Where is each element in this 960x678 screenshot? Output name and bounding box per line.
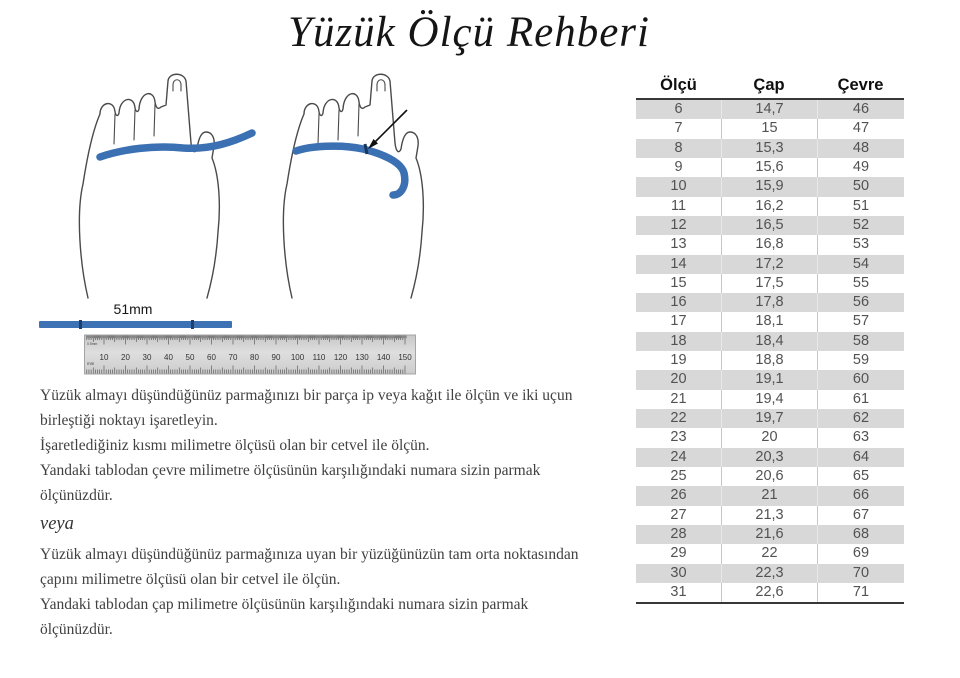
table-row [636,428,904,447]
table-cell: 7 [674,120,683,137]
table-cell: 21 [670,390,687,407]
ruler-number: 90 [271,353,281,362]
table-cell: 17 [670,313,687,330]
table-cell: 62 [817,409,904,428]
table-cell: 16,5 [721,216,817,235]
table-cell: 26 [670,487,687,504]
instruction-line: İşaretlediğiniz kısmı milimetre ölçüsü olan bir cetvel ile ölçün. [40,437,430,454]
table-row [636,119,904,138]
ruler-number: 30 [142,353,152,362]
table-cell: 20 [721,428,817,447]
table-cell: 30 [670,564,687,581]
table-cell: 68 [817,525,904,544]
table-cell: 51 [817,197,904,216]
table-cell: 28 [670,525,687,542]
ruler-number: 130 [355,353,369,362]
ruler-number: 140 [376,353,391,362]
table-cell: 63 [817,428,904,447]
ruler-number: 20 [121,353,130,362]
instruction-line: Yüzük almayı düşündüğünüz parmağınıza uyan bir yüzüğünüzün tam orta noktasından çapını milimetre ölçüsü olan bir cetvel ile ölçün. [40,546,579,588]
hand-diagram-left [79,74,219,298]
table-cell: 50 [817,177,904,196]
table-row [636,448,904,467]
table-row [636,100,904,119]
table-cell: 23 [670,429,687,446]
table-cell: 15 [721,119,817,138]
table-cell: 20,3 [721,448,817,467]
measure-bar [39,321,232,328]
table-cell: 27 [670,506,687,523]
table-cell: 10 [670,178,687,195]
table-cell: 13 [670,236,687,253]
table-cell: 66 [817,486,904,505]
table-cell: 22,6 [721,583,817,602]
table-cell: 17,5 [721,274,817,293]
table-cell: 71 [817,583,904,602]
table-header-row [636,73,904,100]
ruler-number: 10 [99,353,109,362]
table-cell: 19 [670,352,687,369]
table-cell: 25 [670,467,687,484]
table-row [636,197,904,216]
ruler-unit-bottom: mm [87,361,95,366]
ruler-number: 60 [207,353,216,362]
table-cell: 18,8 [721,351,817,370]
ruler-graphic [84,334,416,376]
table-cell: 16,2 [721,197,817,216]
table-cell: 47 [817,119,904,138]
table-cell: 60 [817,370,904,389]
table-cell: 20 [670,371,687,388]
table-row [636,255,904,274]
table-row [636,506,904,525]
table-row [636,370,904,389]
table-cell: 56 [817,293,904,312]
page-title: Yüzük Ölçü Rehberi [288,9,650,56]
instruction-line: Yandaki tablodan çap milimetre ölçüsünün karşılığındaki numara sizin parmak ölçünüzdür. [40,596,529,638]
table-cell: 22 [721,544,817,563]
ruler-number: 80 [250,353,259,362]
ring-size-table [636,73,904,604]
column-header-cap: Çap [753,76,785,94]
column-header-olcu: Ölçü [660,76,697,94]
table-cell: 16 [670,294,687,311]
table-cell: 49 [817,158,904,177]
table-cell: 22,3 [721,564,817,583]
table-cell: 6 [674,101,683,117]
ruler-number: 110 [312,353,326,362]
measure-bar-tick [191,320,194,329]
column-header-cevre: Çevre [837,76,884,94]
table-cell: 20,6 [721,467,817,486]
table-cell: 21 [721,486,817,505]
table-cell: 70 [817,564,904,583]
table-row [636,332,904,351]
measure-length-label: 51mm [113,301,153,317]
table-cell: 67 [817,506,904,525]
table-cell: 14 [670,255,687,272]
hands-illustration [35,58,445,303]
table-cell: 15 [670,274,687,291]
table-row [636,390,904,409]
measure-bar-tick [79,320,82,329]
table-cell: 46 [817,100,904,119]
table-cell: 21,6 [721,525,817,544]
table-cell: 16,8 [721,235,817,254]
table-row [636,583,904,602]
table-cell: 52 [817,216,904,235]
table-cell: 18 [670,332,687,349]
table-row [636,274,904,293]
table-cell: 64 [817,448,904,467]
table-cell: 29 [670,545,687,562]
table-row [636,467,904,486]
table-cell: 18,1 [721,312,817,331]
table-row [636,216,904,235]
table-row [636,544,904,563]
table-cell: 19,7 [721,409,817,428]
table-row [636,293,904,312]
table-cell: 19,4 [721,390,817,409]
ruler-number: 70 [228,353,238,362]
table-row [636,235,904,254]
table-body [636,100,904,602]
instruction-line: Yandaki tablodan çevre milimetre ölçüsünün karşılığındaki numara sizin parmak ölçünüzdür. [40,462,541,504]
table-cell: 65 [817,467,904,486]
table-row [636,312,904,331]
table-row [636,139,904,158]
table-cell: 11 [670,197,687,214]
table-cell: 8 [674,139,683,156]
instructions-block [40,383,584,642]
ruler-number: 50 [185,353,195,362]
table-cell: 21,3 [721,506,817,525]
table-row [636,486,904,505]
table-cell: 31 [670,583,687,600]
table-cell: 19,1 [721,370,817,389]
ruler-number: 40 [164,353,173,362]
table-cell: 15,9 [721,177,817,196]
instruction-line: Yüzük almayı düşündüğünüz parmağınızı bir parça ip veya kağıt ile ölçün ve iki uçun birleştiği noktayı işaretleyin. [40,387,573,429]
table-cell: 15,3 [721,139,817,158]
table-cell: 59 [817,351,904,370]
table-cell: 57 [817,312,904,331]
table-cell: 69 [817,544,904,563]
string-mark [365,144,367,154]
ruler-number: 150 [398,353,412,362]
table-cell: 22 [670,410,687,426]
table-cell: 12 [670,216,687,233]
table-cell: 17,8 [721,293,817,312]
table-row [636,564,904,583]
table-cell: 17,2 [721,255,817,274]
table-row [636,409,904,428]
ruler-unit-top: 0.5mm [87,342,98,346]
table-row [636,158,904,177]
table-cell: 54 [817,255,904,274]
ruler-number: 100 [290,353,305,362]
ruler-numbers [100,353,413,362]
table-cell: 18,4 [721,332,817,351]
table-cell: 55 [817,274,904,293]
separator-word: veya [40,514,74,534]
table-row [636,177,904,196]
table-cell: 53 [817,235,904,254]
table-cell: 9 [674,158,683,175]
table-cell: 15,6 [721,158,817,177]
ruler-number: 120 [333,353,348,362]
table-cell: 24 [670,448,687,465]
table-row [636,525,904,544]
table-cell: 58 [817,332,904,351]
table-cell: 48 [817,139,904,158]
table-row [636,351,904,370]
table-cell: 61 [817,390,904,409]
table-cell: 14,7 [721,100,817,119]
